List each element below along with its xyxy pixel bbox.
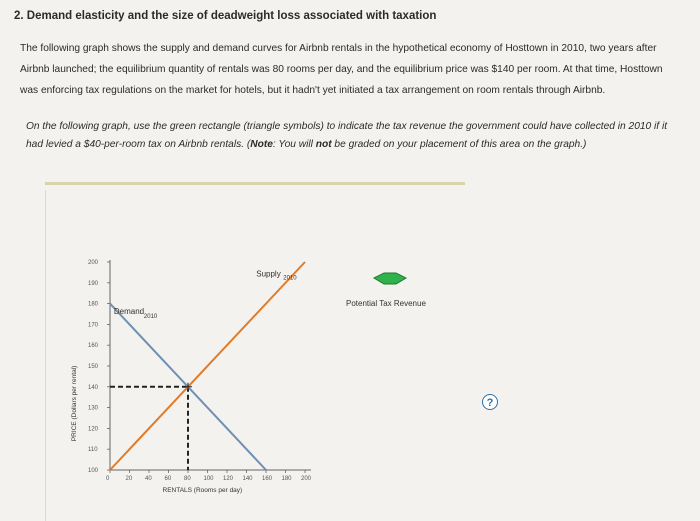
intro-paragraph: The following graph shows the supply and demand curves for Airbnb rentals in the hypothetical economy of Hosttown in 2010, two years after Airbnb launched; the equilibrium quantity of rentals was 80 rooms per day, and the equilibrium price was $140 per room. At that time, Hosttown was enforcing tax regulations on the market for hotels, but it hadn't yet initiated a tax arrangement on room rentals through Airbnb. [20,43,663,96]
y-tick-label: 160 [88,343,99,350]
chart-curves [110,262,305,470]
x-tick-label: 140 [242,476,253,482]
instr-part-b: : You will [272,139,316,150]
y-tick-label: 120 [88,426,99,433]
y-tick-label: 140 [88,384,99,391]
supply-curve-label: Supply [256,269,281,279]
instr-not: not [315,139,332,150]
x-tick-label: 200 [301,476,312,482]
x-tick-label: 60 [164,476,172,482]
y-tick-label: 150 [88,364,99,370]
x-axis-label: RENTALS (Rooms per day) [162,487,243,494]
chart-axes [71,260,312,494]
instr-note: Note [250,139,273,150]
demand-curve-label: Demand [113,307,145,316]
x-tick-label: 180 [281,476,292,482]
x-tick-label: 100 [203,476,214,482]
x-tick-label: 80 [184,476,191,482]
y-tick-label: 170 [88,322,99,329]
y-tick-label: 100 [88,468,99,474]
y-tick-label: 130 [88,405,99,412]
x-tick-label: 160 [262,476,273,482]
tax-revenue-tool-icon[interactable] [374,273,406,284]
x-tick-label: 40 [145,476,152,482]
supply-curve-subscript: 2010 [283,275,297,282]
question-title: 2. Demand elasticity and the size of deadweight loss associated with taxation [14,10,437,22]
legend [346,273,426,308]
help-icon[interactable]: ? [482,394,498,410]
instr-part-c: be graded on your placement of this area on the graph.) [331,139,587,150]
x-tick-label: 20 [125,476,133,482]
x-tick-label: 120 [223,476,234,482]
instr-part-a: On the following graph, use the green rectangle (triangle symbols) to indicate the tax revenue the government could have collected in 2010 if it had levied a $40-per-room tax on Airbnb rentals. ( [26,121,668,150]
y-axis-label: PRICE (Dollars per rental) [71,365,78,442]
legend-label: Potential Tax Revenue [346,299,426,308]
y-tick-label: 110 [88,447,98,454]
supply-curve [110,262,305,470]
y-tick-label: 180 [88,301,99,308]
x-tick-label: 0 [106,476,110,482]
y-tick-label: 200 [88,260,99,266]
y-tick-label: 190 [88,280,99,287]
demand-curve-subscript: 2010 [143,314,158,320]
